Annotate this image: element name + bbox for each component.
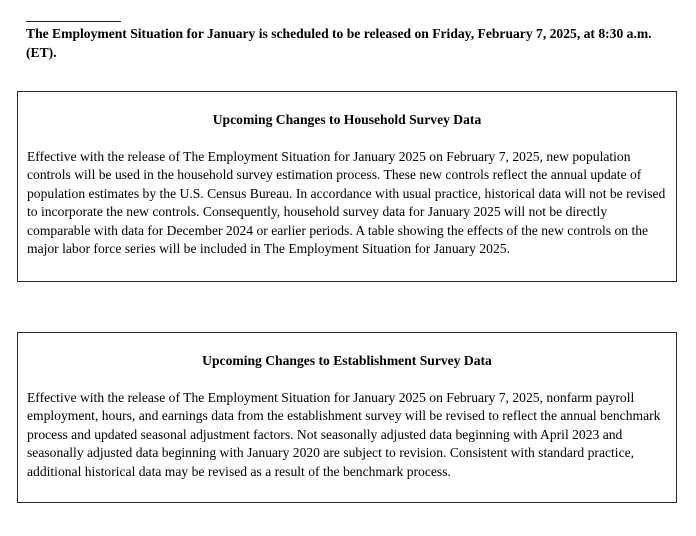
establishment-survey-notice-title: Upcoming Changes to Establishment Survey Data <box>202 353 492 368</box>
release-schedule-announcement: The Employment Situation for January is scheduled to be released on Friday, February 7, 2025, at 8:30 a.m. (ET). <box>26 26 652 60</box>
establishment-survey-notice-box <box>17 332 677 503</box>
establishment-survey-notice-body: Effective with the release of The Employment Situation for January 2025 on February 7, 2025, nonfarm payroll employment, hours, and earnings data from the establishment survey will be revised to reflect the annual benchmark process and updated seasonal adjustment factors. Not seasonally adjusted data beginning with April 2023 and seasonally adjusted data beginning with January 2020 are subject to revision. Consistent with standard practice, additional historical data may be revised as a result of the benchmark process. <box>27 390 661 479</box>
household-survey-notice-title: Upcoming Changes to Household Survey Data <box>212 112 482 127</box>
household-survey-notice-body: Effective with the release of The Employment Situation for January 2025 on February 7, 2025, new population controls will be used in the household survey estimation process. These new controls reflect the annual update of population estimates by the U.S. Census Bureau. In accordance with usual practice, historical data will not be revised to incorporate the new controls. Consequently, household survey data for January 2025 will not be directly comparable with data for December 2024 or earlier periods. A table showing the effects of the new controls on the major labor force series will be included in The Employment Situation for January 2025. <box>27 149 666 257</box>
footnote-rule <box>26 21 121 22</box>
household-survey-notice-box <box>17 91 677 282</box>
